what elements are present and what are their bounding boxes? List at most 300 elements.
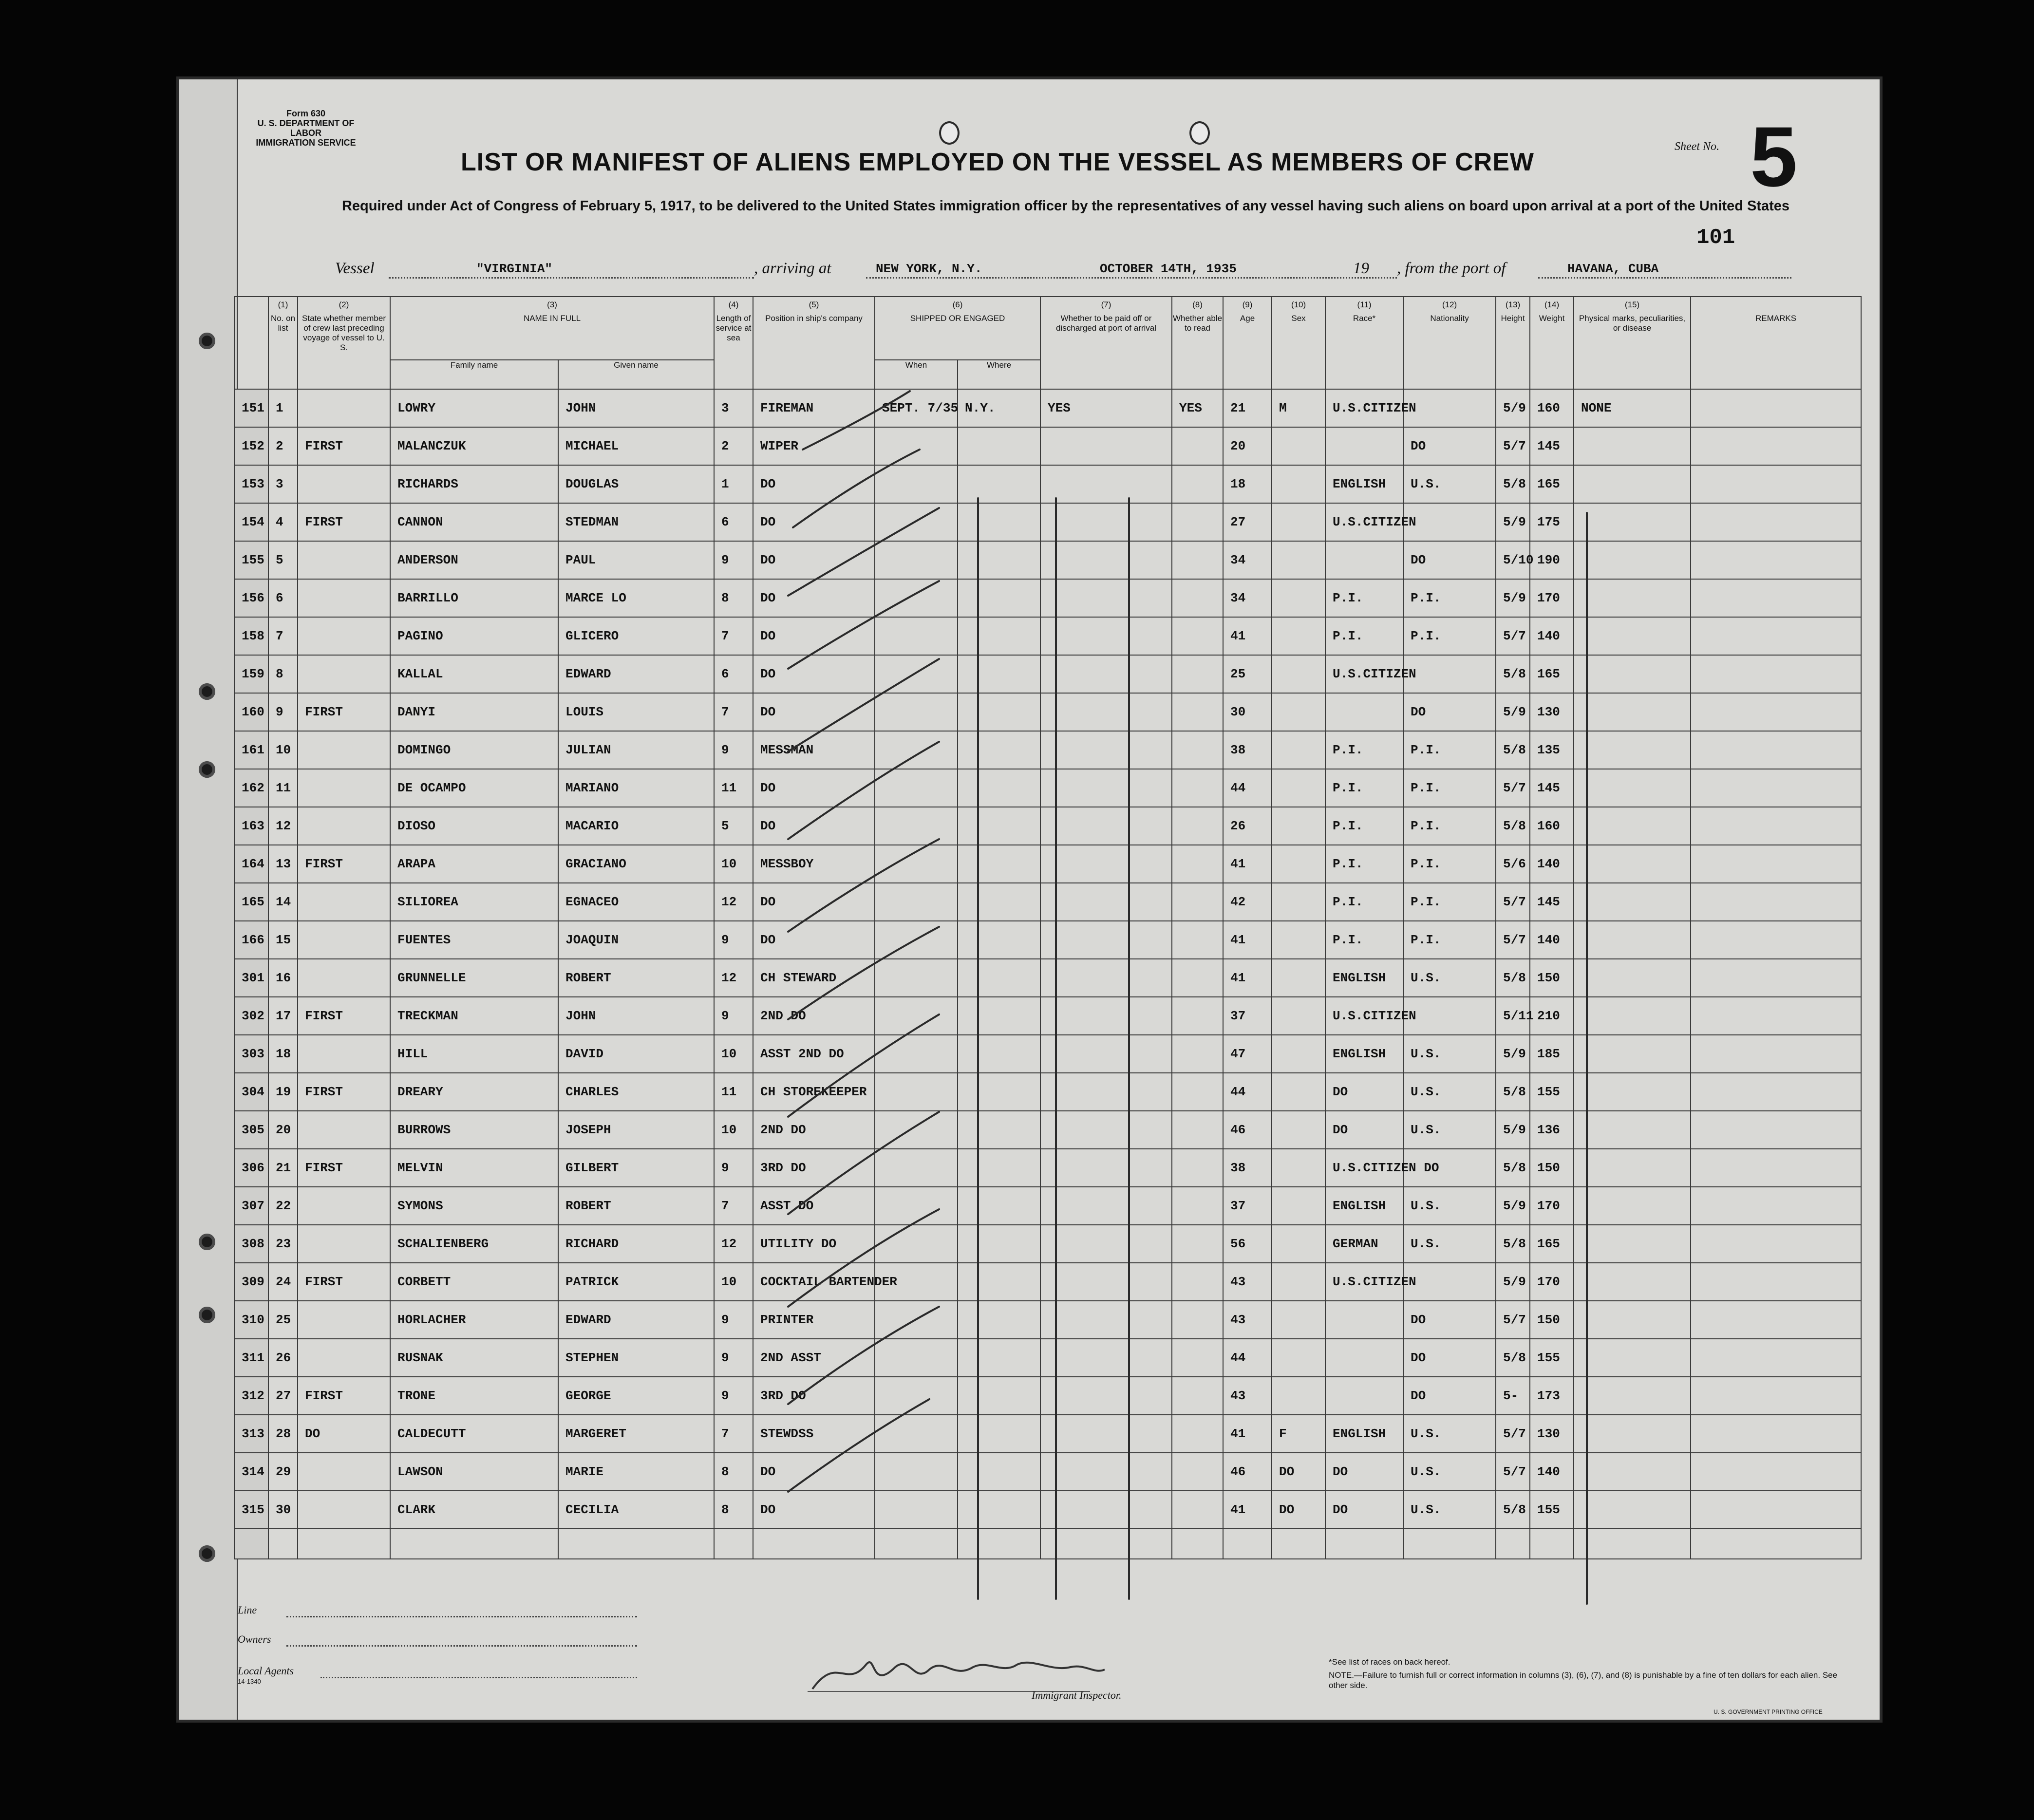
nationality-cell: P.I.: [1403, 921, 1496, 959]
shipped-where-cell: [958, 845, 1040, 883]
able-to-read-cell: [1172, 1073, 1223, 1111]
age-cell: 34: [1223, 579, 1272, 617]
sex-cell: [1272, 541, 1325, 579]
family-name-cell: BARRILLO: [390, 579, 558, 617]
agents-code: 14-1340: [238, 1678, 261, 1685]
given-name-cell: GILBERT: [558, 1149, 714, 1187]
shipped-when-cell: [875, 503, 958, 541]
last-voyage-cell: [298, 465, 390, 503]
last-voyage-cell: [298, 769, 390, 807]
table-row: [234, 503, 1861, 541]
weight-cell: 145: [1530, 883, 1574, 921]
given-name-cell: PAUL: [558, 541, 714, 579]
physical-marks-cell: [1574, 693, 1691, 731]
physical-marks-cell: [1574, 1225, 1691, 1263]
physical-marks-cell: [1574, 807, 1691, 845]
given-name-cell: MARCE LO: [558, 579, 714, 617]
age-cell: 44: [1223, 1073, 1272, 1111]
height-cell: 5/8: [1496, 959, 1530, 997]
no-on-list-cell: 3: [268, 465, 298, 503]
given-name-cell: GRACIANO: [558, 845, 714, 883]
race-cell: DO: [1325, 1111, 1403, 1149]
shipped-when-cell: [875, 427, 958, 465]
length-of-service-cell: 7: [714, 693, 753, 731]
serial-number-cell: 301: [234, 959, 268, 997]
binder-hole: [199, 761, 215, 778]
table-row: [234, 1339, 1861, 1377]
height-cell: 5/11: [1496, 997, 1530, 1035]
sex-cell: [1272, 1187, 1325, 1225]
shipped-where-cell: [958, 1339, 1040, 1377]
length-of-service-cell: 8: [714, 1453, 753, 1491]
position-in-company-cell: DO: [753, 465, 875, 503]
no-on-list-cell: 29: [268, 1453, 298, 1491]
nationality-cell: P.I.: [1403, 617, 1496, 655]
table-row: [234, 465, 1861, 503]
arriving-label: , arriving at: [754, 260, 831, 277]
no-on-list-cell: 10: [268, 731, 298, 769]
nationality-cell: U.S.: [1403, 1415, 1496, 1453]
shipped-when-cell: [875, 1301, 958, 1339]
age-cell: 56: [1223, 1225, 1272, 1263]
position-in-company-cell: DO: [753, 807, 875, 845]
serial-number-cell: 156: [234, 579, 268, 617]
remarks-cell: [1691, 503, 1861, 541]
col-weight-header: (14) Weight: [1530, 297, 1574, 389]
shipped-where-cell: [958, 921, 1040, 959]
serial-number-cell: 306: [234, 1149, 268, 1187]
given-name-cell: STEDMAN: [558, 503, 714, 541]
remarks-cell: [1691, 1415, 1861, 1453]
race-cell: ENGLISH: [1325, 959, 1403, 997]
shipped-where-cell: [958, 617, 1040, 655]
race-cell: P.I.: [1325, 579, 1403, 617]
table-row: [234, 1415, 1861, 1453]
able-to-read-cell: [1172, 617, 1223, 655]
age-cell: 37: [1223, 997, 1272, 1035]
length-of-service-cell: 6: [714, 503, 753, 541]
physical-marks-cell: [1574, 1111, 1691, 1149]
table-header-row: [234, 297, 1861, 360]
serial-number-cell: 151: [234, 389, 268, 427]
length-of-service-cell: 10: [714, 1111, 753, 1149]
weight-cell: 140: [1530, 1453, 1574, 1491]
weight-cell: 150: [1530, 1301, 1574, 1339]
empty-cell: [753, 1529, 875, 1559]
vessel-line: [335, 260, 1796, 284]
remarks-cell: [1691, 579, 1861, 617]
punch-hole: [1189, 121, 1210, 145]
able-to-read-cell: [1172, 1035, 1223, 1073]
nationality-cell: U.S.: [1403, 465, 1496, 503]
able-to-read-cell: [1172, 1491, 1223, 1529]
shipped-when-cell: [875, 921, 958, 959]
nationality-cell: DO: [1403, 1377, 1496, 1415]
table-row: [234, 1035, 1861, 1073]
no-on-list-cell: 11: [268, 769, 298, 807]
age-cell: 41: [1223, 617, 1272, 655]
position-in-company-cell: DO: [753, 579, 875, 617]
position-in-company-cell: DO: [753, 769, 875, 807]
last-voyage-cell: FIRST: [298, 693, 390, 731]
empty-row: [234, 1529, 1861, 1559]
empty-cell: [875, 1529, 958, 1559]
race-cell: P.I.: [1325, 731, 1403, 769]
age-cell: 20: [1223, 427, 1272, 465]
family-name-cell: RICHARDS: [390, 465, 558, 503]
race-cell: [1325, 1301, 1403, 1339]
family-name-cell: DE OCAMPO: [390, 769, 558, 807]
given-name-cell: RICHARD: [558, 1225, 714, 1263]
serial-number-cell: 165: [234, 883, 268, 921]
nationality-cell: U.S.: [1403, 1035, 1496, 1073]
empty-cell: [1530, 1529, 1574, 1559]
position-in-company-cell: DO: [753, 693, 875, 731]
weight-cell: 160: [1530, 807, 1574, 845]
able-to-read-cell: [1172, 921, 1223, 959]
age-cell: 41: [1223, 921, 1272, 959]
race-cell: U.S.CITIZEN: [1325, 503, 1403, 541]
no-on-list-cell: 27: [268, 1377, 298, 1415]
paid-off-cell: [1040, 731, 1172, 769]
physical-marks-cell: [1574, 1263, 1691, 1301]
paid-off-cell: YES: [1040, 389, 1172, 427]
height-cell: 5/9: [1496, 389, 1530, 427]
remarks-cell: [1691, 1149, 1861, 1187]
shipped-where-cell: [958, 731, 1040, 769]
position-in-company-cell: DO: [753, 541, 875, 579]
family-name-cell: DOMINGO: [390, 731, 558, 769]
length-of-service-cell: 10: [714, 1263, 753, 1301]
nationality-cell: U.S.: [1403, 1187, 1496, 1225]
height-cell: 5/7: [1496, 769, 1530, 807]
age-cell: 47: [1223, 1035, 1272, 1073]
race-cell: U.S.CITIZEN: [1325, 389, 1403, 427]
last-voyage-cell: [298, 959, 390, 997]
family-name-cell: ARAPA: [390, 845, 558, 883]
paid-off-cell: [1040, 921, 1172, 959]
serial-number-cell: 305: [234, 1111, 268, 1149]
race-cell: ENGLISH: [1325, 1187, 1403, 1225]
empty-cell: [1040, 1529, 1172, 1559]
no-on-list-cell: 7: [268, 617, 298, 655]
able-to-read-cell: [1172, 1377, 1223, 1415]
given-name-cell: MARIE: [558, 1453, 714, 1491]
age-cell: 41: [1223, 1415, 1272, 1453]
penalty-note: NOTE.—Failure to furnish full or correct information in columns (3), (6), (7), and (8) is punishable by a fine of ten dollars for each alien. See other side.: [1329, 1670, 1838, 1690]
physical-marks-cell: [1574, 883, 1691, 921]
height-cell: 5/9: [1496, 1111, 1530, 1149]
last-voyage-cell: [298, 655, 390, 693]
shipped-where-cell: [958, 1073, 1040, 1111]
remarks-cell: [1691, 1377, 1861, 1415]
remarks-cell: [1691, 921, 1861, 959]
serial-number-cell: 310: [234, 1301, 268, 1339]
sex-cell: F: [1272, 1415, 1325, 1453]
serial-number-cell: 302: [234, 997, 268, 1035]
table-row: [234, 1453, 1861, 1491]
table-row: [234, 807, 1861, 845]
last-voyage-cell: [298, 541, 390, 579]
shipped-where-cell: [958, 807, 1040, 845]
given-name-cell: JULIAN: [558, 731, 714, 769]
weight-cell: 130: [1530, 693, 1574, 731]
paid-off-cell: [1040, 427, 1172, 465]
no-on-list-cell: 30: [268, 1491, 298, 1529]
family-name-cell: KALLAL: [390, 655, 558, 693]
length-of-service-cell: 11: [714, 1073, 753, 1111]
race-cell: DO: [1325, 1073, 1403, 1111]
height-cell: 5/7: [1496, 427, 1530, 465]
paid-off-cell: [1040, 655, 1172, 693]
weight-cell: 135: [1530, 731, 1574, 769]
height-cell: 5/8: [1496, 1149, 1530, 1187]
races-note: *See list of races on back hereof.: [1329, 1657, 1450, 1667]
shipped-where-cell: [958, 1377, 1040, 1415]
length-of-service-cell: 3: [714, 389, 753, 427]
able-to-read-cell: [1172, 807, 1223, 845]
shipped-when-cell: [875, 1453, 958, 1491]
race-cell: U.S.CITIZEN DO: [1325, 1149, 1403, 1187]
col-shipped-header: (6) SHIPPED OR ENGAGED: [875, 297, 1040, 360]
height-cell: 5/6: [1496, 845, 1530, 883]
sex-cell: [1272, 693, 1325, 731]
length-of-service-cell: 12: [714, 883, 753, 921]
physical-marks-cell: [1574, 579, 1691, 617]
last-voyage-cell: [298, 883, 390, 921]
able-to-read-cell: YES: [1172, 389, 1223, 427]
weight-cell: 160: [1530, 389, 1574, 427]
position-in-company-cell: DO: [753, 655, 875, 693]
no-on-list-cell: 22: [268, 1187, 298, 1225]
length-of-service-cell: 6: [714, 655, 753, 693]
serial-number-cell: 163: [234, 807, 268, 845]
weight-cell: 170: [1530, 579, 1574, 617]
nationality-cell: [1403, 655, 1496, 693]
given-name-cell: LOUIS: [558, 693, 714, 731]
length-of-service-cell: 8: [714, 1491, 753, 1529]
race-cell: [1325, 693, 1403, 731]
race-cell: P.I.: [1325, 845, 1403, 883]
nationality-cell: [1403, 997, 1496, 1035]
age-cell: 34: [1223, 541, 1272, 579]
table-row: [234, 427, 1861, 465]
year-label: 19: [1353, 260, 1369, 277]
sex-cell: [1272, 1263, 1325, 1301]
length-of-service-cell: 9: [714, 1149, 753, 1187]
serial-number-cell: 311: [234, 1339, 268, 1377]
length-of-service-cell: 9: [714, 1301, 753, 1339]
position-in-company-cell: DO: [753, 921, 875, 959]
shipped-where-cell: [958, 997, 1040, 1035]
serial-number-cell: 304: [234, 1073, 268, 1111]
able-to-read-cell: [1172, 1111, 1223, 1149]
col-last-voyage-header: (2) State whether member of crew last preceding voyage of vessel to U. S.: [298, 297, 390, 389]
table-row: [234, 1491, 1861, 1529]
shipped-where-cell: [958, 427, 1040, 465]
length-of-service-cell: 11: [714, 769, 753, 807]
serial-number-cell: 313: [234, 1415, 268, 1453]
height-cell: 5/7: [1496, 1415, 1530, 1453]
height-cell: 5/8: [1496, 465, 1530, 503]
remarks-cell: [1691, 389, 1861, 427]
last-voyage-cell: [298, 579, 390, 617]
family-name-cell: CLARK: [390, 1491, 558, 1529]
family-name-cell: DIOSO: [390, 807, 558, 845]
shipped-where-cell: [958, 1301, 1040, 1339]
manifest-sheet: [176, 76, 1883, 1723]
table-row: [234, 1263, 1861, 1301]
serial-number-cell: 314: [234, 1453, 268, 1491]
no-on-list-cell: 18: [268, 1035, 298, 1073]
race-cell: DO: [1325, 1453, 1403, 1491]
weight-cell: 170: [1530, 1263, 1574, 1301]
table-row: [234, 1111, 1861, 1149]
paid-off-cell: [1040, 1187, 1172, 1225]
serial-number-cell: 160: [234, 693, 268, 731]
last-voyage-cell: [298, 1225, 390, 1263]
table-row: [234, 693, 1861, 731]
col-physical-marks-header: (15) Physical marks, peculiarities, or disease: [1574, 297, 1691, 389]
last-voyage-cell: [298, 1111, 390, 1149]
empty-cell: [1496, 1529, 1530, 1559]
able-to-read-cell: [1172, 769, 1223, 807]
weight-cell: 145: [1530, 427, 1574, 465]
paid-off-cell: [1040, 1491, 1172, 1529]
height-cell: 5/7: [1496, 1453, 1530, 1491]
from-port: HAVANA, CUBA: [1567, 262, 1659, 276]
physical-marks-cell: [1574, 1377, 1691, 1415]
family-name-cell: LAWSON: [390, 1453, 558, 1491]
nationality-cell: [1403, 389, 1496, 427]
able-to-read-cell: [1172, 503, 1223, 541]
position-in-company-cell: 2ND DO: [753, 1111, 875, 1149]
table-row: [234, 845, 1861, 883]
given-name-cell: STEPHEN: [558, 1339, 714, 1377]
given-name-cell: MARGERET: [558, 1415, 714, 1453]
paid-off-cell: [1040, 503, 1172, 541]
serial-number-cell: 159: [234, 655, 268, 693]
shipped-when-cell: [875, 465, 958, 503]
physical-marks-cell: NONE: [1574, 389, 1691, 427]
last-voyage-cell: [298, 1453, 390, 1491]
height-cell: 5/9: [1496, 1035, 1530, 1073]
physical-marks-cell: [1574, 427, 1691, 465]
last-voyage-cell: FIRST: [298, 1377, 390, 1415]
paid-off-cell: [1040, 693, 1172, 731]
remarks-cell: [1691, 1453, 1861, 1491]
paid-off-cell: [1040, 1111, 1172, 1149]
position-in-company-cell: COCKTAIL BARTENDER: [753, 1263, 875, 1301]
sex-cell: [1272, 1149, 1325, 1187]
col-name-header: (3) NAME IN FULL: [390, 297, 714, 360]
shipped-when-cell: [875, 1035, 958, 1073]
last-voyage-cell: FIRST: [298, 1149, 390, 1187]
table-row: [234, 1377, 1861, 1415]
shipped-where-cell: [958, 883, 1040, 921]
paid-off-cell: [1040, 959, 1172, 997]
able-to-read-cell: [1172, 1339, 1223, 1377]
shipped-where-cell: [958, 769, 1040, 807]
no-on-list-cell: 24: [268, 1263, 298, 1301]
empty-cell: [1574, 1529, 1691, 1559]
position-in-company-cell: UTILITY DO: [753, 1225, 875, 1263]
remarks-cell: [1691, 1301, 1861, 1339]
age-cell: 43: [1223, 1377, 1272, 1415]
age-cell: 44: [1223, 1339, 1272, 1377]
sheet-number: 5: [1750, 110, 1798, 205]
shipped-when-cell: [875, 1415, 958, 1453]
no-on-list-cell: 4: [268, 503, 298, 541]
remarks-cell: [1691, 1035, 1861, 1073]
empty-cell: [1403, 1529, 1496, 1559]
binder-hole: [199, 1234, 215, 1250]
race-cell: P.I.: [1325, 921, 1403, 959]
serial-number-cell: 315: [234, 1491, 268, 1529]
position-in-company-cell: 2ND DO: [753, 997, 875, 1035]
family-name-cell: CORBETT: [390, 1263, 558, 1301]
last-voyage-cell: FIRST: [298, 427, 390, 465]
able-to-read-cell: [1172, 427, 1223, 465]
race-cell: P.I.: [1325, 807, 1403, 845]
given-name-cell: GLICERO: [558, 617, 714, 655]
family-name-cell: BURROWS: [390, 1111, 558, 1149]
age-cell: 43: [1223, 1263, 1272, 1301]
serial-number-cell: 158: [234, 617, 268, 655]
weight-cell: 155: [1530, 1073, 1574, 1111]
local-agents-label: Local Agents: [238, 1665, 294, 1677]
line-label: Line: [238, 1604, 257, 1616]
length-of-service-cell: 8: [714, 579, 753, 617]
arriving-port: NEW YORK, N.Y.: [876, 262, 982, 276]
paid-off-cell: [1040, 845, 1172, 883]
col-length-service-header: (4) Length of service at sea: [714, 297, 753, 389]
position-in-company-cell: 2ND ASST: [753, 1339, 875, 1377]
shipped-where-cell: [958, 579, 1040, 617]
family-name-cell: TRECKMAN: [390, 997, 558, 1035]
able-to-read-cell: [1172, 655, 1223, 693]
shipped-when-cell: [875, 1073, 958, 1111]
col-sex-header: (10) Sex: [1272, 297, 1325, 389]
shipped-where-cell: [958, 503, 1040, 541]
paid-off-cell: [1040, 1035, 1172, 1073]
given-name-cell: CHARLES: [558, 1073, 714, 1111]
family-name-cell: HILL: [390, 1035, 558, 1073]
position-in-company-cell: STEWDSS: [753, 1415, 875, 1453]
no-on-list-cell: 19: [268, 1073, 298, 1111]
able-to-read-cell: [1172, 883, 1223, 921]
given-name-cell: MICHAEL: [558, 427, 714, 465]
sex-cell: M: [1272, 389, 1325, 427]
col-given-name-header: Given name: [558, 360, 714, 389]
serial-number-cell: 303: [234, 1035, 268, 1073]
shipped-when-cell: [875, 959, 958, 997]
height-cell: 5/7: [1496, 617, 1530, 655]
col-where-header: Where: [958, 360, 1040, 389]
last-voyage-cell: [298, 1491, 390, 1529]
punch-hole: [939, 121, 960, 145]
paid-off-cell: [1040, 1453, 1172, 1491]
sex-cell: [1272, 617, 1325, 655]
shipped-where-cell: [958, 655, 1040, 693]
given-name-cell: JOSEPH: [558, 1111, 714, 1149]
remarks-cell: [1691, 465, 1861, 503]
race-cell: ENGLISH: [1325, 465, 1403, 503]
physical-marks-cell: [1574, 1453, 1691, 1491]
remarks-cell: [1691, 1225, 1861, 1263]
last-voyage-cell: DO: [298, 1415, 390, 1453]
serial-number-cell: 308: [234, 1225, 268, 1263]
